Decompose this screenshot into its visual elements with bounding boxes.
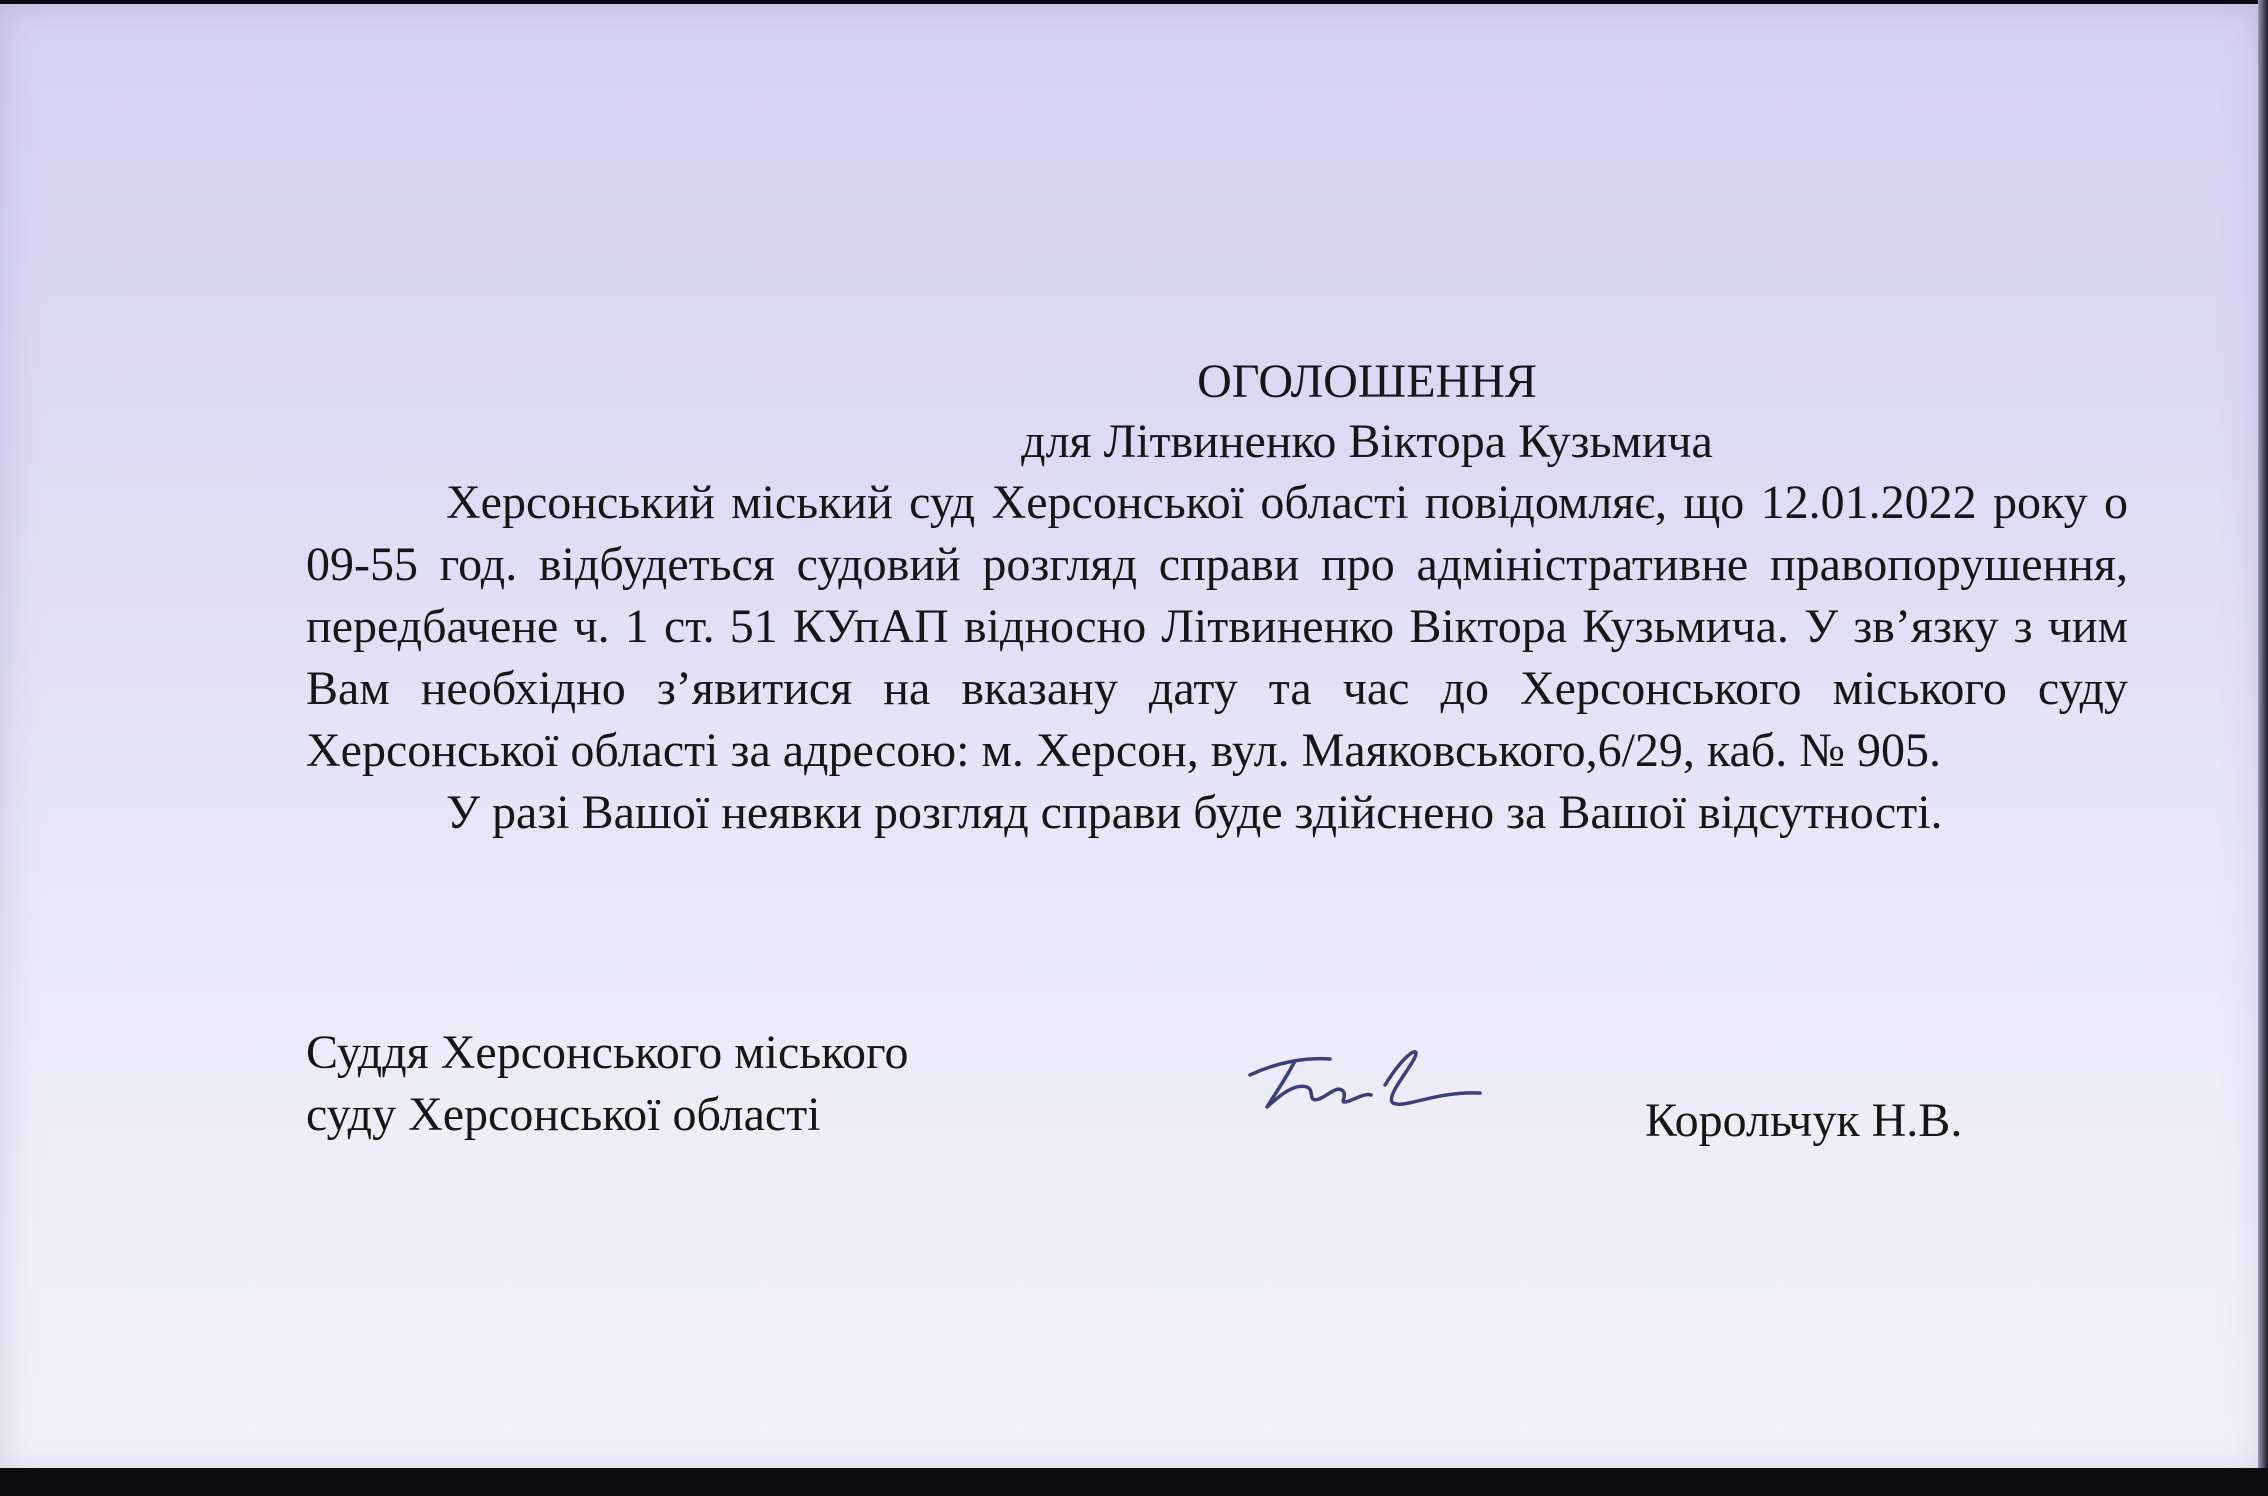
paper-edge-bottom xyxy=(0,1468,2268,1496)
signature-stroke xyxy=(1250,1052,1480,1107)
paper-edge-right xyxy=(2258,0,2268,1496)
judge-position xyxy=(306,1022,909,1146)
judge-position-line-1: Суддя Херсонського міського xyxy=(306,1026,909,1079)
warning-paragraph: У разі Вашої неявки розгляд справи буде здійснено за Вашої відсутності. xyxy=(446,786,1943,839)
judge-position-line-2: суду Херсонської області xyxy=(306,1088,821,1141)
announcement-title: ОГОЛОШЕННЯ xyxy=(1197,355,1537,408)
notice-paragraph: Херсонський міський суд Херсонської області повідомляє, що 12.01.2022 року о 09-55 год. відбудеться судовий розгляд справи про адміністративне правопорушення, передбачене ч. 1 ст. 51 КУпАП відносно Літвиненко Віктора Кузьмича. У зв’язку з чим Вам необхідно з’явитися на вказану дату та час до Херсонського міського суду Херсонської області за адресою: м. Херсон, вул. Маяковського,6/29, каб. № 905. xyxy=(306,476,2128,777)
announcement-recipient: для Літвиненко Віктора Кузьмича xyxy=(1021,415,1713,468)
handwritten-signature xyxy=(1245,1035,1485,1135)
judge-name: Корольчук Н.В. xyxy=(1645,1094,1963,1147)
announcement-body xyxy=(306,352,2128,844)
